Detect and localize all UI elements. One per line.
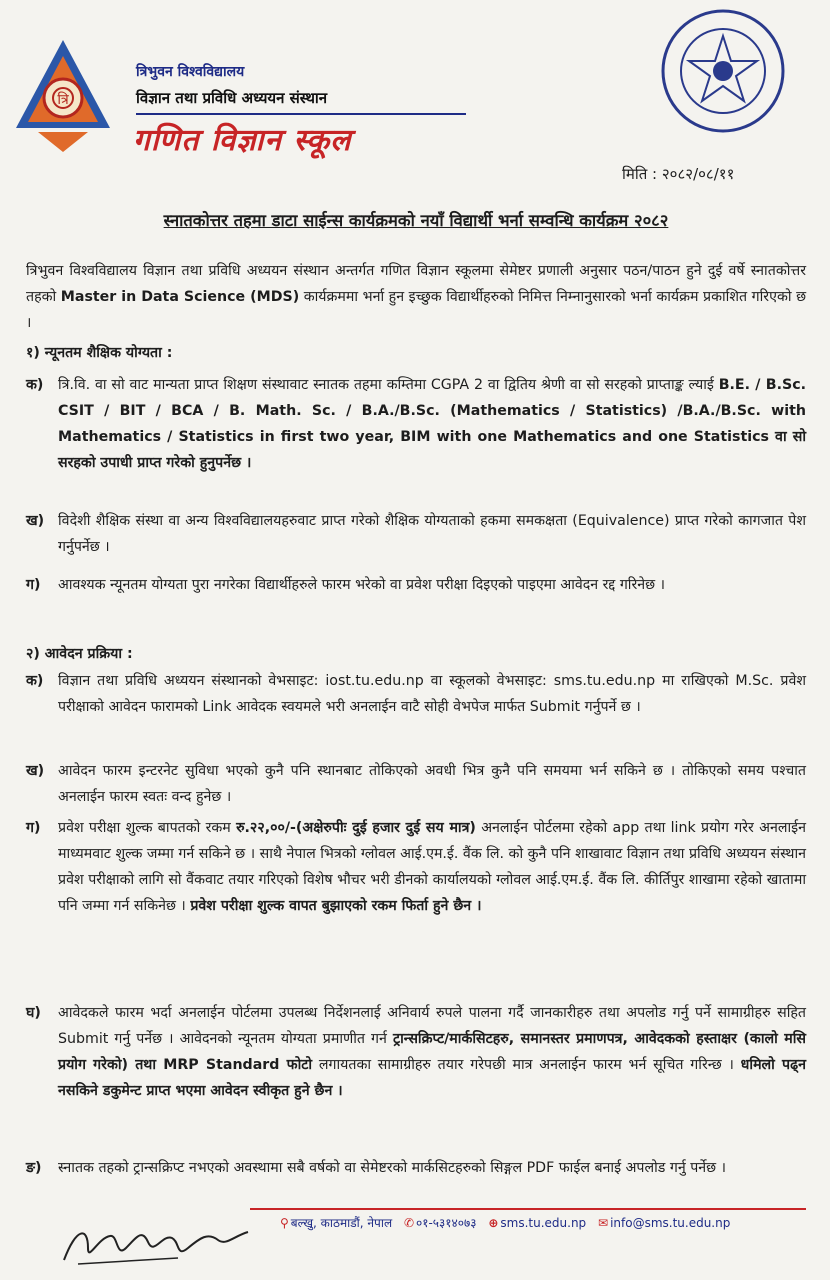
list-marker: क) xyxy=(26,377,44,393)
intro-paragraph xyxy=(26,258,806,336)
item-text: त्रि.वि. वा सो वाट मान्यता प्राप्त शिक्षण संस्थावाट स्नातक तहमा कम्तिमा CGPA 2 वा द्वितिय श्रेणी वा सो सरहको प्राप्ताङ्क ल्याई xyxy=(58,377,719,393)
footer-email[interactable]: info@sms.tu.edu.np xyxy=(610,1216,731,1230)
list-marker: ख) xyxy=(26,763,45,779)
footer-divider xyxy=(250,1208,806,1210)
list-item xyxy=(26,1155,806,1181)
location-pin-icon: ⚲ xyxy=(280,1216,289,1230)
item-text: विदेशी शैक्षिक संस्था वा अन्य विश्वविद्यालयहरुवाट प्राप्त गरेको शैक्षिक योग्यताको हकमा समकक्षता (Equivalence) प्राप्त गरेको कागजात पेश गर्नुपर्नेछ । xyxy=(58,513,806,555)
item-text: आवेदकले फारम भर्दा अनलाईन पोर्टलमा उपलब्ध निर्देशनलाई अनिवार्य रुपले पालना गर्दै जानकारीहरु तथा अपलोड गर्नु पर्ने सामाग्रीहरु सहित Submit गर्नु पर्नेछ । आवेदनको न्यूनतम योग्यता प्रमाणीत गर्न xyxy=(58,1005,806,1047)
intro-text-end: कार्यक्रममा भर्ना हुन इच्छुक विद्यार्थीहरुको निमित्त निम्नानुसारको भर्ना कार्यक्रम प्रकाशित गरिएको छ । xyxy=(26,289,807,331)
fee-amount: रु.२२,००/-(अक्षेरुपीः दुई हजार दुई सय मात्र) xyxy=(236,820,476,836)
footer-website[interactable]: sms.tu.edu.np xyxy=(500,1216,587,1230)
list-item xyxy=(26,758,806,810)
list-item xyxy=(26,668,806,720)
intro-text: त्रिभुवन विश्वविद्यालय विज्ञान तथा प्रविधि अध्ययन संस्थान अन्तर्गत गणित विज्ञान स्कूलमा सेमेष्टर प्रणाली अनुसार पठन/पाठन हुने दुई वर्षे स्नातकोत्तर तहको xyxy=(26,263,806,305)
list-marker: ग) xyxy=(26,577,41,593)
section-heading-application: २) आवेदन प्रक्रिया : xyxy=(26,646,133,662)
list-item xyxy=(26,372,806,476)
list-item xyxy=(26,1000,806,1104)
list-item xyxy=(26,815,806,919)
phone-icon: ✆ xyxy=(403,1216,414,1230)
item-text: आवेदन फारम इन्टरनेट सुविधा भएको कुनै पनि स्थानबाट तोकिएको अवधी भित्र कुनै पनि समयमा भर्न सकिने छ । तोकिएको समय पश्चात अनलाईन फारम स्वतः वन्द हुनेछ । xyxy=(58,763,806,805)
degree-list: B.E. / B.Sc. CSIT / BIT / BCA / B. Math. Sc. / B.A./B.Sc. (Mathematics / Statistics) /B.A./B.Sc. with Mathematics / Statistics in first two year, BIM with one Mathematics and one Statistics वा सो सरहको उपाधी प्राप्त गरेको हुनुपर्नेछ । xyxy=(58,377,806,471)
list-marker: ख) xyxy=(26,513,45,529)
list-item xyxy=(26,572,806,598)
notice-title: स्नातकोत्तर तहमा डाटा साईन्स कार्यक्रमको नयाँ विद्यार्थी भर्ना सम्वन्धि कार्यक्रम २०८२ xyxy=(163,211,669,230)
program-name: Master in Data Science (MDS) xyxy=(60,289,300,305)
mail-icon: ✉ xyxy=(598,1216,609,1230)
institute-name: विज्ञान तथा प्रविधि अध्ययन संस्थान xyxy=(136,89,328,107)
notice-date: मिति : २०८२/०८/११ xyxy=(622,165,735,183)
item-text: प्रवेश परीक्षा शुल्क बापतको रकम xyxy=(58,820,237,836)
official-seal-icon xyxy=(658,6,788,136)
item-text: स्नातक तहको ट्रान्सक्रिप्ट नभएको अवस्थामा सबै वर्षको वा सेमेष्टरको मार्कसिटहरुको सिङ्गल PDF फाईल बनाई अपलोड गर्नु पर्नेछ । xyxy=(58,1160,727,1176)
item-text: लगायतका सामाग्रीहरु तयार गरेपछी मात्र अनलाईन फारम भर्न सूचित गरिन्छ । xyxy=(312,1057,741,1073)
required-documents: ट्रान्सक्रिप्ट/मार्कसिटहरु, समानस्तर प्रमाणपत्र, आवेदकको हस्ताक्षर (कालो मसि प्रयोग गरेको) तथा MRP Standard फोटो xyxy=(58,1031,806,1073)
list-marker: ग) xyxy=(26,820,41,836)
footer-address: बल्खु, काठमाडौं, नेपाल xyxy=(290,1216,393,1230)
footer-phone[interactable]: ०१-५३१४०७३ xyxy=(416,1216,477,1230)
globe-icon: ⊕ xyxy=(488,1216,499,1230)
item-text: विज्ञान तथा प्रविधि अध्ययन संस्थानको वेभसाइट: iost.tu.edu.np वा स्कूलको वेभसाइट: sms.tu.edu.np मा राखिएको M.Sc. प्रवेश परीक्षाको आवेदन फारामको Link आवेदक स्वयमले भरी अनलाईन वाटै सोही वेभपेज मार्फत Submit गर्नुपर्ने छ । xyxy=(58,673,806,715)
university-name: त्रिभुवन विश्वविद्यालय xyxy=(136,64,245,80)
list-marker: क) xyxy=(26,673,44,689)
item-text: आवश्यक न्यूनतम योग्यता पुरा नगरेका विद्यार्थीहरुले फारम भरेको वा प्रवेश परीक्षा दिइएको पाइएमा आवेदन रद्द गरिनेछ । xyxy=(58,577,665,593)
contact-footer xyxy=(280,1214,808,1231)
item-text: अनलाईन पोर्टलमा रहेको app तथा link प्रयोग गरेर अनलाईन माध्यमवाट शुल्क जम्मा गर्न सकिने छ । साथै नेपाल भित्रको ग्लोवल आई.एम.ई. वैंक लि. को कुनै पनि शाखावाट विज्ञान तथा प्रविधि अध्ययन संस्थान प्रवेश परीक्षाको लागि सो वैंकवाट तयार गरिएको विशेष भौचर भरी डीनको कार्यालयको ग्लोवल आई.एम.ई. वैंक लि. कीर्तिपुर शाखामा रहेको खातामा पनि जम्मा गर्न सकिनेछ । xyxy=(58,820,806,914)
list-marker: घ) xyxy=(26,1005,41,1021)
handwritten-signature-icon xyxy=(58,1218,258,1270)
refund-notice: प्रवेश परीक्षा शुल्क वापत बुझाएको रकम फिर्ता हुने छैन । xyxy=(190,898,482,914)
list-marker: ङ) xyxy=(26,1160,42,1176)
section-heading-eligibility: १) न्यूनतम शैक्षिक योग्यता : xyxy=(26,345,173,361)
svg-text:त्रि: त्रि xyxy=(57,92,69,108)
list-item xyxy=(26,508,806,560)
document-warning: धमिलो पढ्न नसकिने डकुमेन्ट प्राप्त भएमा आवेदन स्वीकृत हुने छैन । xyxy=(58,1057,806,1099)
school-name: गणित विज्ञान स्कूल xyxy=(133,123,352,158)
header-divider xyxy=(136,113,466,115)
tu-logo-icon xyxy=(12,36,114,154)
